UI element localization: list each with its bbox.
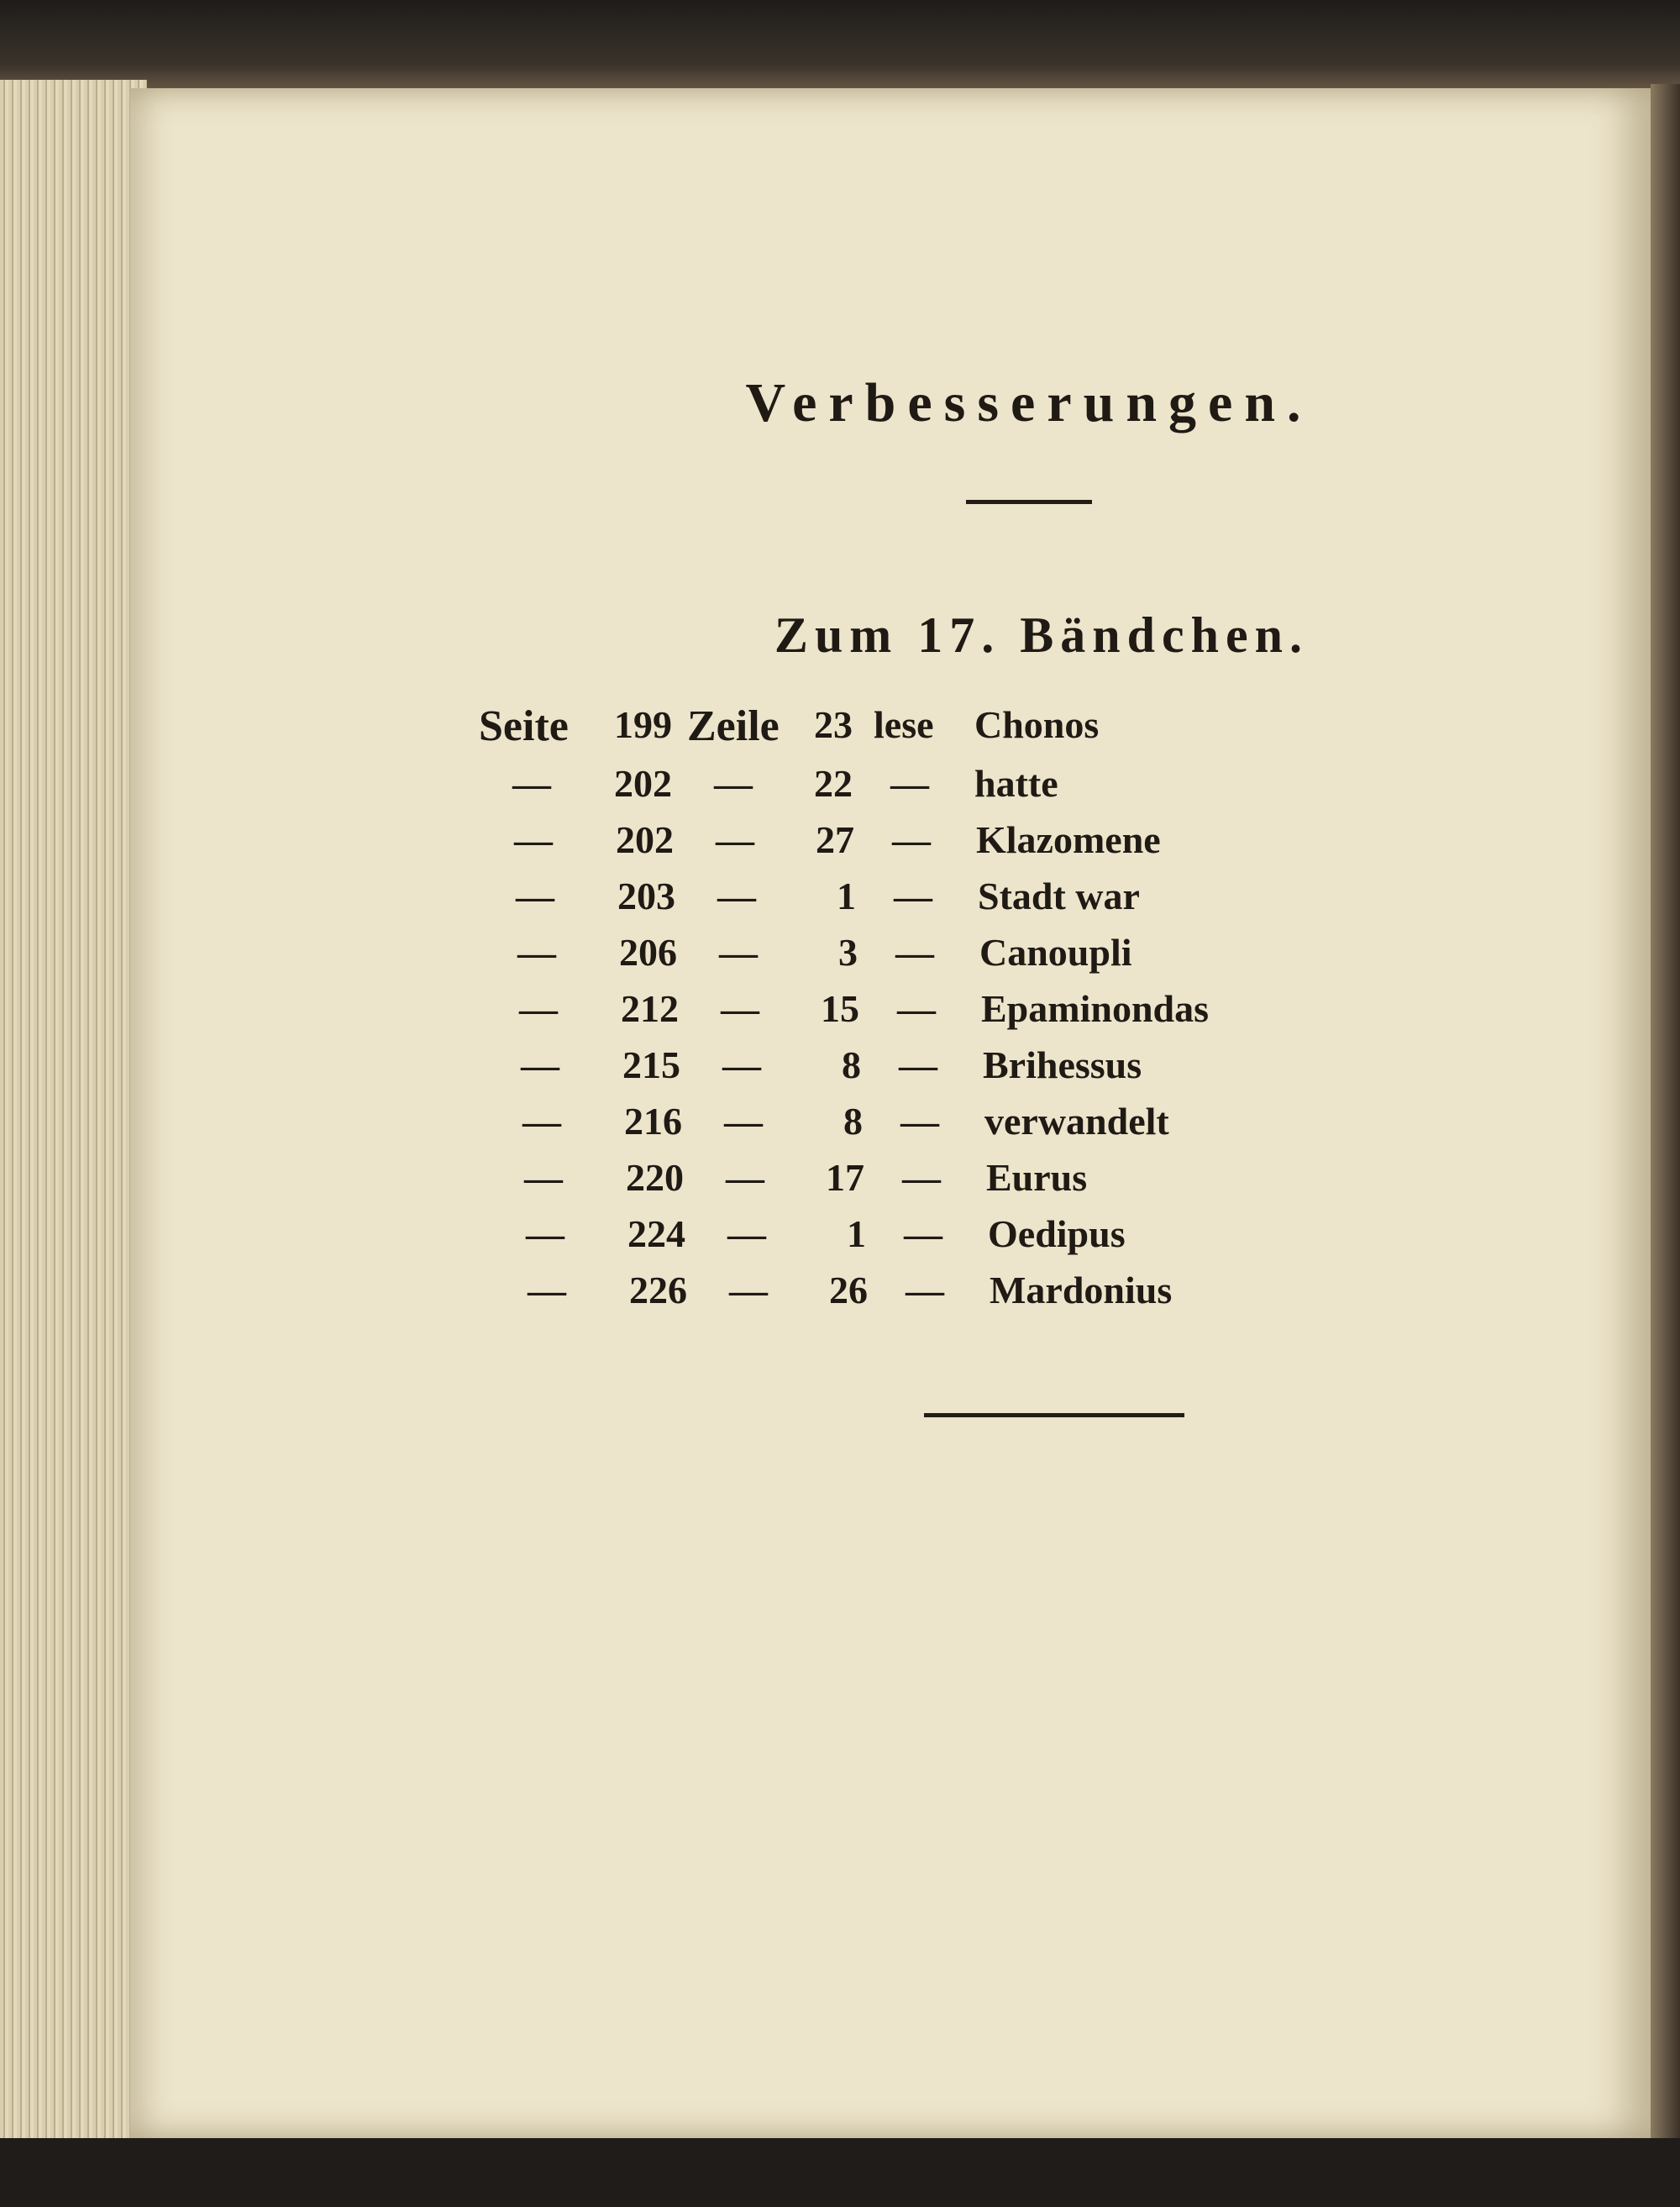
dash-mark: — (722, 1043, 761, 1086)
dash-mark: — (724, 1100, 763, 1143)
dash-mark: — (528, 1269, 566, 1311)
table-row (491, 1154, 1331, 1205)
dash-mark: — (902, 1156, 941, 1199)
correction-word: hatte (974, 762, 1058, 805)
page-title: Verbesserungen. (745, 372, 1313, 434)
correction-word: verwandelt (984, 1100, 1169, 1143)
lese-label: lese (874, 703, 934, 746)
page-number: 206 (619, 931, 677, 974)
page-number: 212 (621, 987, 679, 1030)
correction-word: Stadt war (978, 875, 1140, 917)
correction-word: Epaminondas (981, 987, 1210, 1030)
dash-mark: — (524, 1156, 563, 1199)
correction-word: Chonos (974, 703, 1100, 746)
dash-mark: — (512, 762, 551, 805)
page-number: 215 (622, 1043, 680, 1086)
dash-mark: — (516, 875, 554, 917)
correction-word: Eurus (986, 1156, 1088, 1199)
dash-mark: — (726, 1156, 764, 1199)
dash-mark: — (899, 1043, 937, 1086)
dash-mark: — (906, 1269, 944, 1311)
line-number: 15 (821, 987, 859, 1030)
table-row (487, 1042, 1327, 1092)
table-row (489, 1098, 1329, 1148)
book-cover-bottom (0, 2138, 1680, 2207)
table-row (479, 760, 1319, 811)
table-row (486, 985, 1326, 1036)
line-number: 27 (816, 818, 854, 861)
table-row (480, 817, 1320, 867)
dash-mark: — (526, 1212, 564, 1255)
dash-mark: — (522, 1100, 561, 1143)
dash-mark: — (894, 875, 932, 917)
dash-mark: — (897, 987, 936, 1030)
dash-mark: — (727, 1212, 766, 1255)
seite-label: Seite (479, 702, 569, 750)
line-number: 1 (837, 875, 856, 917)
dash-mark: — (900, 1100, 939, 1143)
page-number: 202 (614, 762, 672, 805)
line-number: 1 (847, 1212, 866, 1255)
zeile-label: Zeile (687, 702, 780, 750)
dash-mark: — (717, 875, 756, 917)
correction-word: Canoupli (979, 931, 1132, 974)
page-number: 216 (624, 1100, 682, 1143)
dash-mark: — (895, 931, 934, 974)
correction-word: Brihessus (983, 1043, 1142, 1086)
table-row (492, 1211, 1332, 1261)
end-divider (924, 1413, 1184, 1417)
page-number: 224 (627, 1212, 685, 1255)
dash-mark: — (714, 762, 753, 805)
section-heading: Zum 17. Bändchen. (774, 607, 1310, 663)
divider (966, 500, 1092, 504)
book-cover-top (0, 0, 1680, 92)
correction-word: Klazomene (976, 818, 1161, 861)
table-row (484, 929, 1324, 980)
dash-mark: — (721, 987, 759, 1030)
dash-mark: — (904, 1212, 942, 1255)
header-row (479, 702, 1319, 755)
page-edges (0, 80, 147, 2155)
line-number: 17 (826, 1156, 864, 1199)
dash-mark: — (519, 987, 558, 1030)
line-number: 3 (838, 931, 858, 974)
line-number: 8 (842, 1043, 861, 1086)
page-number: 199 (614, 703, 672, 746)
dash-mark: — (719, 931, 758, 974)
dash-mark: — (892, 818, 931, 861)
page-number: 203 (617, 875, 675, 917)
dash-mark: — (716, 818, 754, 861)
table-row (494, 1267, 1334, 1317)
line-number: 8 (843, 1100, 863, 1143)
dash-mark: — (517, 931, 556, 974)
dash-mark: — (729, 1269, 768, 1311)
page-number: 202 (616, 818, 674, 861)
page-number: 220 (626, 1156, 684, 1199)
table-row (482, 873, 1322, 923)
line-number: 26 (829, 1269, 868, 1311)
correction-word: Mardonius (990, 1269, 1173, 1311)
dash-mark: — (514, 818, 553, 861)
dash-mark: — (521, 1043, 559, 1086)
dash-mark: — (890, 762, 929, 805)
page-number: 226 (629, 1269, 687, 1311)
line-number: 23 (814, 703, 853, 746)
line-number: 22 (814, 762, 853, 805)
correction-word: Oedipus (988, 1212, 1126, 1255)
